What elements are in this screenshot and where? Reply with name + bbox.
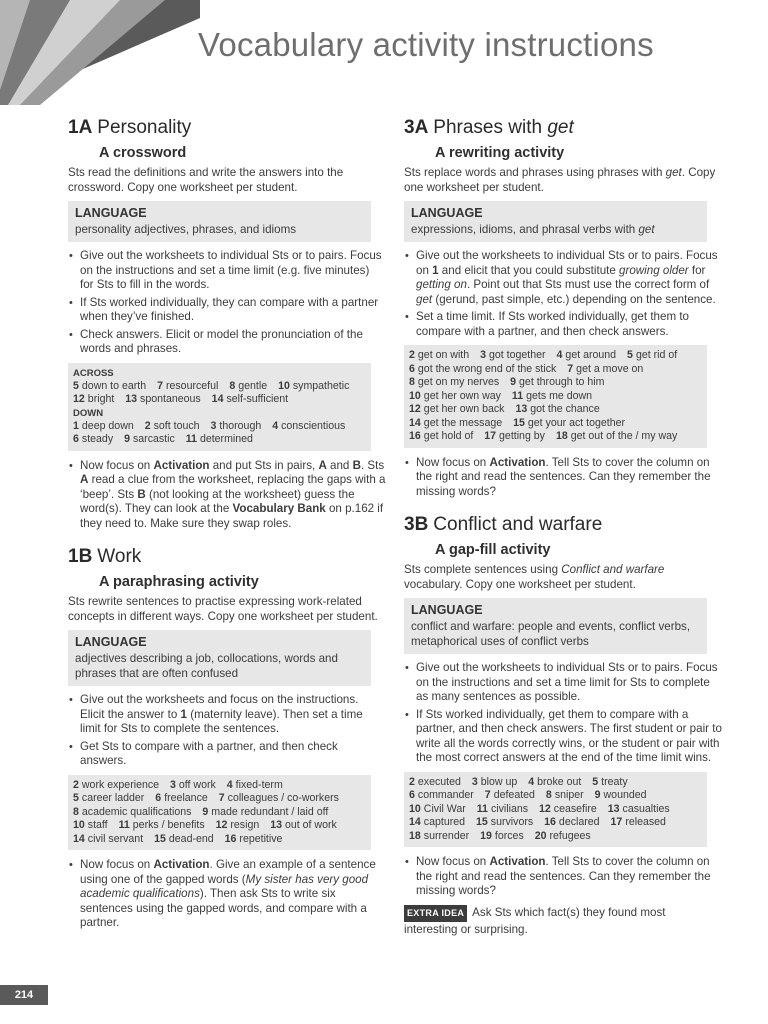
answer-key-box (404, 772, 707, 848)
answer-item: 15 survivors (475, 816, 534, 828)
activation-item: • Now focus on Activation. Give an example of a sentence using one of the gapped words (My sister has very good academic qualifications). Then ask Sts to write six sentences using the gapped words, and compare with a partner. (80, 858, 386, 931)
answer-item: 4 broke out (528, 775, 582, 788)
activity-subtitle: A crossword (99, 145, 187, 161)
section-1b (68, 545, 386, 931)
answer-item: 15 get your act together (513, 416, 626, 429)
extra-idea: EXTRA IDEA Ask Sts which fact(s) they found most interesting or surprising. (404, 905, 666, 936)
activity-intro: Sts replace words and phrases using phrases with get. Copy one worksheet per student. (404, 166, 716, 194)
instruction-item: • If Sts worked individually, get them to compare with a partner, and then check answers. The first student or pair to write all the words correctly wins, or the student or pair with the most correct answers at the end of the time limit wins. (416, 708, 722, 766)
activation-item: • Now focus on Activation and put Sts in pairs, A and B. Sts A read a clue from the worksheet, replacing the gaps with a ‘beep’. Sts B (not looking at the worksheet) guess the word(s). They can look at the Vocabulary Bank on p.162 if they need to. Make sure they swap roles. (80, 459, 386, 532)
section-heading: 3A Phrases with get (404, 117, 574, 138)
answer-item: 16 repetitive (224, 832, 283, 845)
answer-item: 5 career ladder (73, 792, 145, 804)
language-box: LANGUAGE personality adjectives, phrases, and idioms (68, 201, 371, 242)
answer-item: 8 get on my nerves (409, 376, 500, 388)
answer-item: 12 bright (73, 393, 115, 405)
answer-item: 12 ceasefire (538, 802, 597, 815)
answer-item: 9 made redundant / laid off (202, 805, 329, 818)
answer-item: 12 get her own back (409, 403, 505, 415)
answer-item: 2 executed (409, 775, 461, 788)
activity-subtitle: A rewriting activity (435, 145, 565, 161)
answer-item: 8 gentle (229, 379, 268, 392)
answer-item: 13 out of work (270, 819, 337, 831)
answer-item: 2 work experience (73, 778, 160, 791)
section-heading: 1B Work (68, 546, 142, 567)
answer-item: 10 Civil War (409, 802, 466, 815)
instruction-item: • Give out the worksheets to individual Sts or to pairs. Focus on 1 and elicit that you could substitute growing older for getting on. Point out that Sts must use the correct form of get (gerund, past simple, etc.) depending on the sentence. (416, 249, 722, 307)
activity-intro: Sts rewrite sentences to practise expressing work-related concepts in different ways. Copy one worksheet per student. (68, 595, 378, 623)
answer-item: 6 commander (409, 789, 474, 801)
answer-item: 11 civilians (476, 802, 529, 815)
answer-item: 7 colleagues / co-workers (218, 792, 339, 804)
activation-item: • Now focus on Activation. Tell Sts to cover the column on the right and read the sentences. Can they remember the missing words? (416, 456, 722, 500)
answer-item: 12 resign (215, 819, 260, 831)
answer-item: 14 self-sufficient (211, 393, 289, 405)
answer-item: 20 refugees (534, 829, 591, 842)
answer-item: 9 get through to him (510, 376, 605, 388)
instruction-item: • Check answers. Elicit or model the pronunciation of the words and phrases. (80, 328, 386, 357)
answer-item: 7 get a move on (567, 362, 644, 375)
answer-item: 1 deep down (73, 419, 134, 432)
instruction-item: • Give out the worksheets to individual Sts or to pairs. Focus on the instructions and set a time limit (e.g. five minutes) for Sts to fill in the words. (80, 249, 386, 293)
answer-key-box: ACROSS 5 down to earth 7 resourceful 8 gentle 10 sympathetic 12 bright 13 spontaneous 14 self-sufficient DOWN 1 deep down 2 soft touch 3 thorough 4 conscientious 6 steady 9 sarcastic 11 determined (68, 363, 371, 451)
answer-key-box (404, 345, 707, 448)
answer-item: 6 got the wrong end of the stick (409, 362, 557, 375)
page-number: 214 (0, 985, 48, 1005)
answer-key-box (68, 775, 371, 851)
extra-idea-tag: EXTRA IDEA (404, 905, 467, 922)
answer-item: 10 sympathetic (278, 379, 350, 392)
answer-item: 4 get around (556, 349, 617, 361)
activation-list (68, 858, 386, 931)
answer-item: 13 got the chance (515, 403, 600, 415)
language-box: LANGUAGE conflict and warfare: people and events, conflict verbs, metaphorical uses of conflict verbs (404, 598, 707, 654)
answer-item: 2 soft touch (144, 419, 200, 432)
answer-item: 14 captured (409, 816, 466, 828)
section-heading: 1A Personality (68, 117, 192, 138)
fan-decoration (0, 0, 200, 105)
answer-item: 3 blow up (471, 775, 518, 788)
activity-intro: Sts complete sentences using Conflict and warfare vocabulary. Copy one worksheet per student. (404, 563, 665, 591)
instruction-item: • If Sts worked individually, they can compare with a partner when they’ve finished. (80, 296, 386, 325)
activation-item: • Now focus on Activation. Tell Sts to cover the column on the right and read the sentences. Can they remember the missing words? (416, 855, 722, 899)
activity-intro: Sts read the definitions and write the answers into the crossword. Copy one worksheet per student. (68, 166, 344, 194)
answer-item: 2 get on with (409, 349, 470, 361)
answer-item: 5 get rid of (627, 349, 678, 361)
instruction-list (404, 661, 722, 766)
answer-item: 16 get hold of (409, 430, 474, 442)
answer-item: 6 freelance (155, 792, 208, 804)
answer-item: 17 released (610, 816, 666, 828)
answer-item: 10 staff (73, 819, 108, 831)
activation-list (404, 855, 722, 899)
instruction-item: • Get Sts to compare with a partner, and then check answers. (80, 740, 386, 769)
instruction-list (404, 249, 722, 339)
answer-item: 11 gets me down (511, 389, 593, 402)
answer-item: 13 casualties (607, 802, 670, 815)
answer-item: 18 surrender (409, 829, 470, 842)
instruction-item: • Give out the worksheets to individual Sts or to pairs. Focus on the instructions and set a time limit for Sts to complete as many sentences as possible. (416, 661, 722, 705)
language-box: LANGUAGE adjectives describing a job, collocations, words and phrases that are often confused (68, 630, 371, 686)
answer-item: 17 getting by (484, 430, 545, 442)
right-column (404, 116, 722, 951)
answer-item: 13 spontaneous (125, 393, 201, 405)
instruction-list (68, 693, 386, 769)
answer-item: 8 academic qualifications (73, 805, 192, 818)
answer-item: 9 sarcastic (124, 433, 175, 445)
answer-item: 4 fixed-term (226, 778, 283, 791)
section-3a (404, 116, 722, 499)
language-box: LANGUAGE expressions, idioms, and phrasal verbs with get (404, 201, 707, 242)
answer-item: 6 steady (73, 433, 114, 445)
answer-item: 19 forces (480, 829, 524, 842)
activation-list (68, 459, 386, 532)
section-1a (68, 116, 386, 531)
answer-item: 11 perks / benefits (118, 819, 205, 831)
instruction-item: • Set a time limit. If Sts worked individually, get them to compare with a partner, and then check answers. (416, 310, 722, 339)
answer-item: 16 declared (544, 816, 600, 828)
answer-item: 3 off work (170, 778, 216, 791)
answer-item: 14 civil servant (73, 832, 144, 845)
answer-item: 4 conscientious (272, 419, 346, 432)
answer-item: 8 sniper (545, 789, 584, 801)
section-heading: 3B Conflict and warfare (404, 514, 603, 535)
answer-item: 7 defeated (484, 789, 535, 801)
answer-item: 15 dead-end (154, 832, 214, 845)
answer-item: 10 get her own way (409, 389, 501, 402)
instruction-item: • Give out the worksheets and focus on the instructions. Elicit the answer to 1 (maternity leave). Then set a time limit for Sts to complete the sentences. (80, 693, 386, 737)
left-column (68, 116, 386, 945)
activity-subtitle: A gap-fill activity (435, 542, 551, 558)
answer-item: 18 get out of the / my way (555, 430, 678, 442)
answer-item: 11 determined (185, 433, 253, 445)
instruction-list (68, 249, 386, 357)
page-title: Vocabulary activity instructions (198, 26, 654, 63)
answer-item: 7 resourceful (157, 379, 219, 392)
answer-item: 5 treaty (592, 775, 628, 788)
activation-list (404, 456, 722, 500)
answer-item: 3 got together (480, 349, 546, 361)
activity-subtitle: A paraphrasing activity (99, 574, 259, 590)
answer-item: 9 wounded (594, 789, 647, 801)
answer-item: 5 down to earth (73, 379, 147, 392)
answer-item: 3 thorough (210, 419, 262, 432)
section-3b (404, 513, 722, 937)
answer-item: 14 get the message (409, 416, 503, 429)
